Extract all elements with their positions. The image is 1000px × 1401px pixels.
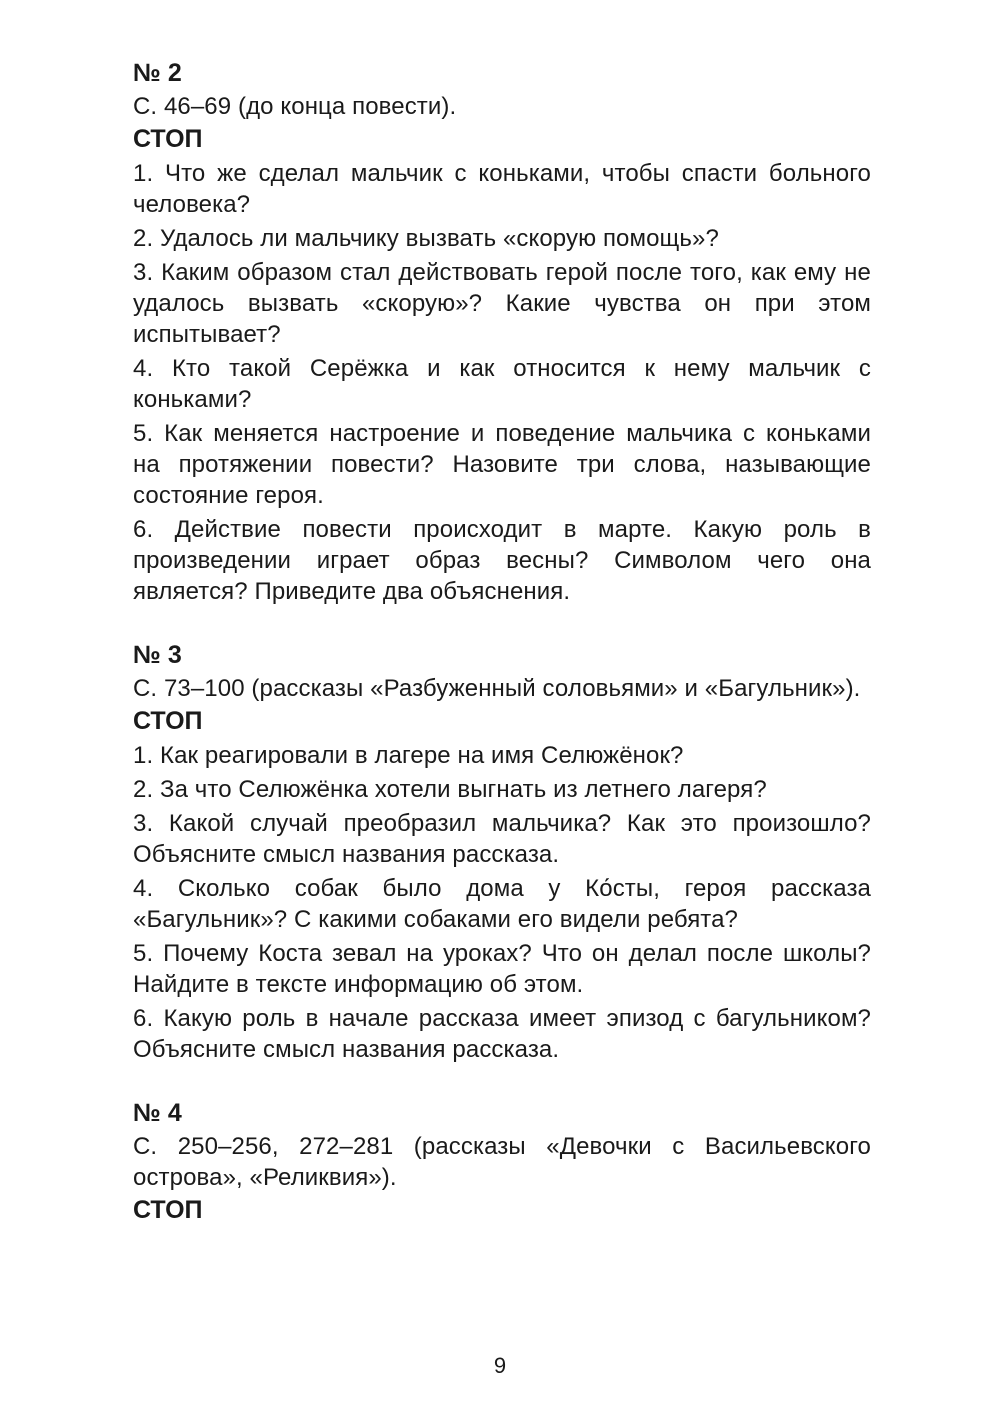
question-item: 1. Что же сделал мальчик с коньками, чтобы спасти больного человека? [133, 160, 871, 218]
question-item: 3. Какой случай преобразил мальчика? Как это произошло? Объясните смысл названия рассказа. [133, 810, 871, 868]
section-heading: № 4 [133, 1099, 182, 1127]
question-item: 2. За что Селюжёнка хотели выгнать из летнего лагеря? [133, 776, 767, 803]
question-item: 5. Как меняется настроение и поведение мальчика с коньками на протяжении повести? Назовите три слова, называющие состояние героя. [133, 420, 871, 509]
section-4 [133, 1098, 871, 1226]
question-item: 2. Удалось ли мальчику вызвать «скорую помощь»? [133, 225, 719, 252]
section-3 [133, 640, 871, 1065]
page-content [133, 58, 871, 1226]
page-number: 9 [493, 1353, 507, 1378]
question-item: 5. Почему Коста зевал на уроках? Что он делал после школы? Найдите в тексте информацию об этом. [133, 940, 871, 998]
stop-label: СТОП [133, 707, 203, 735]
section-pages: С. 250–256, 272–281 (рассказы «Девочки с Васильевского острова», «Реликвия»). [133, 1133, 871, 1191]
section-2 [133, 58, 871, 607]
stop-label: СТОП [133, 1196, 203, 1224]
question-item: 4. Кто такой Серёжка и как относится к нему мальчик с коньками? [133, 355, 871, 413]
question-item: 3. Каким образом стал действовать герой после того, как ему не удалось вызвать «скорую»? Какие чувства он при этом испытывает? [133, 259, 871, 348]
section-heading: № 3 [133, 641, 182, 669]
question-item: 6. Действие повести происходит в марте. Какую роль в произведении играет образ весны? Символом чего она является? Приведите два объяснения. [133, 516, 871, 605]
section-heading: № 2 [133, 59, 182, 87]
question-item: 4. Сколько собак было дома у Ко́сты, героя рассказа «Багульник»? С какими собаками его видели ребята? [133, 875, 871, 933]
stop-label: СТОП [133, 125, 203, 153]
section-pages: С. 73–100 (рассказы «Разбуженный соловьями» и «Багульник»). [133, 675, 861, 702]
question-item: 6. Какую роль в начале рассказа имеет эпизод с багульником? Объясните смысл названия рассказа. [133, 1005, 871, 1063]
section-pages: С. 46–69 (до конца повести). [133, 93, 457, 120]
question-item: 1. Как реагировали в лагере на имя Селюжёнок? [133, 742, 684, 769]
